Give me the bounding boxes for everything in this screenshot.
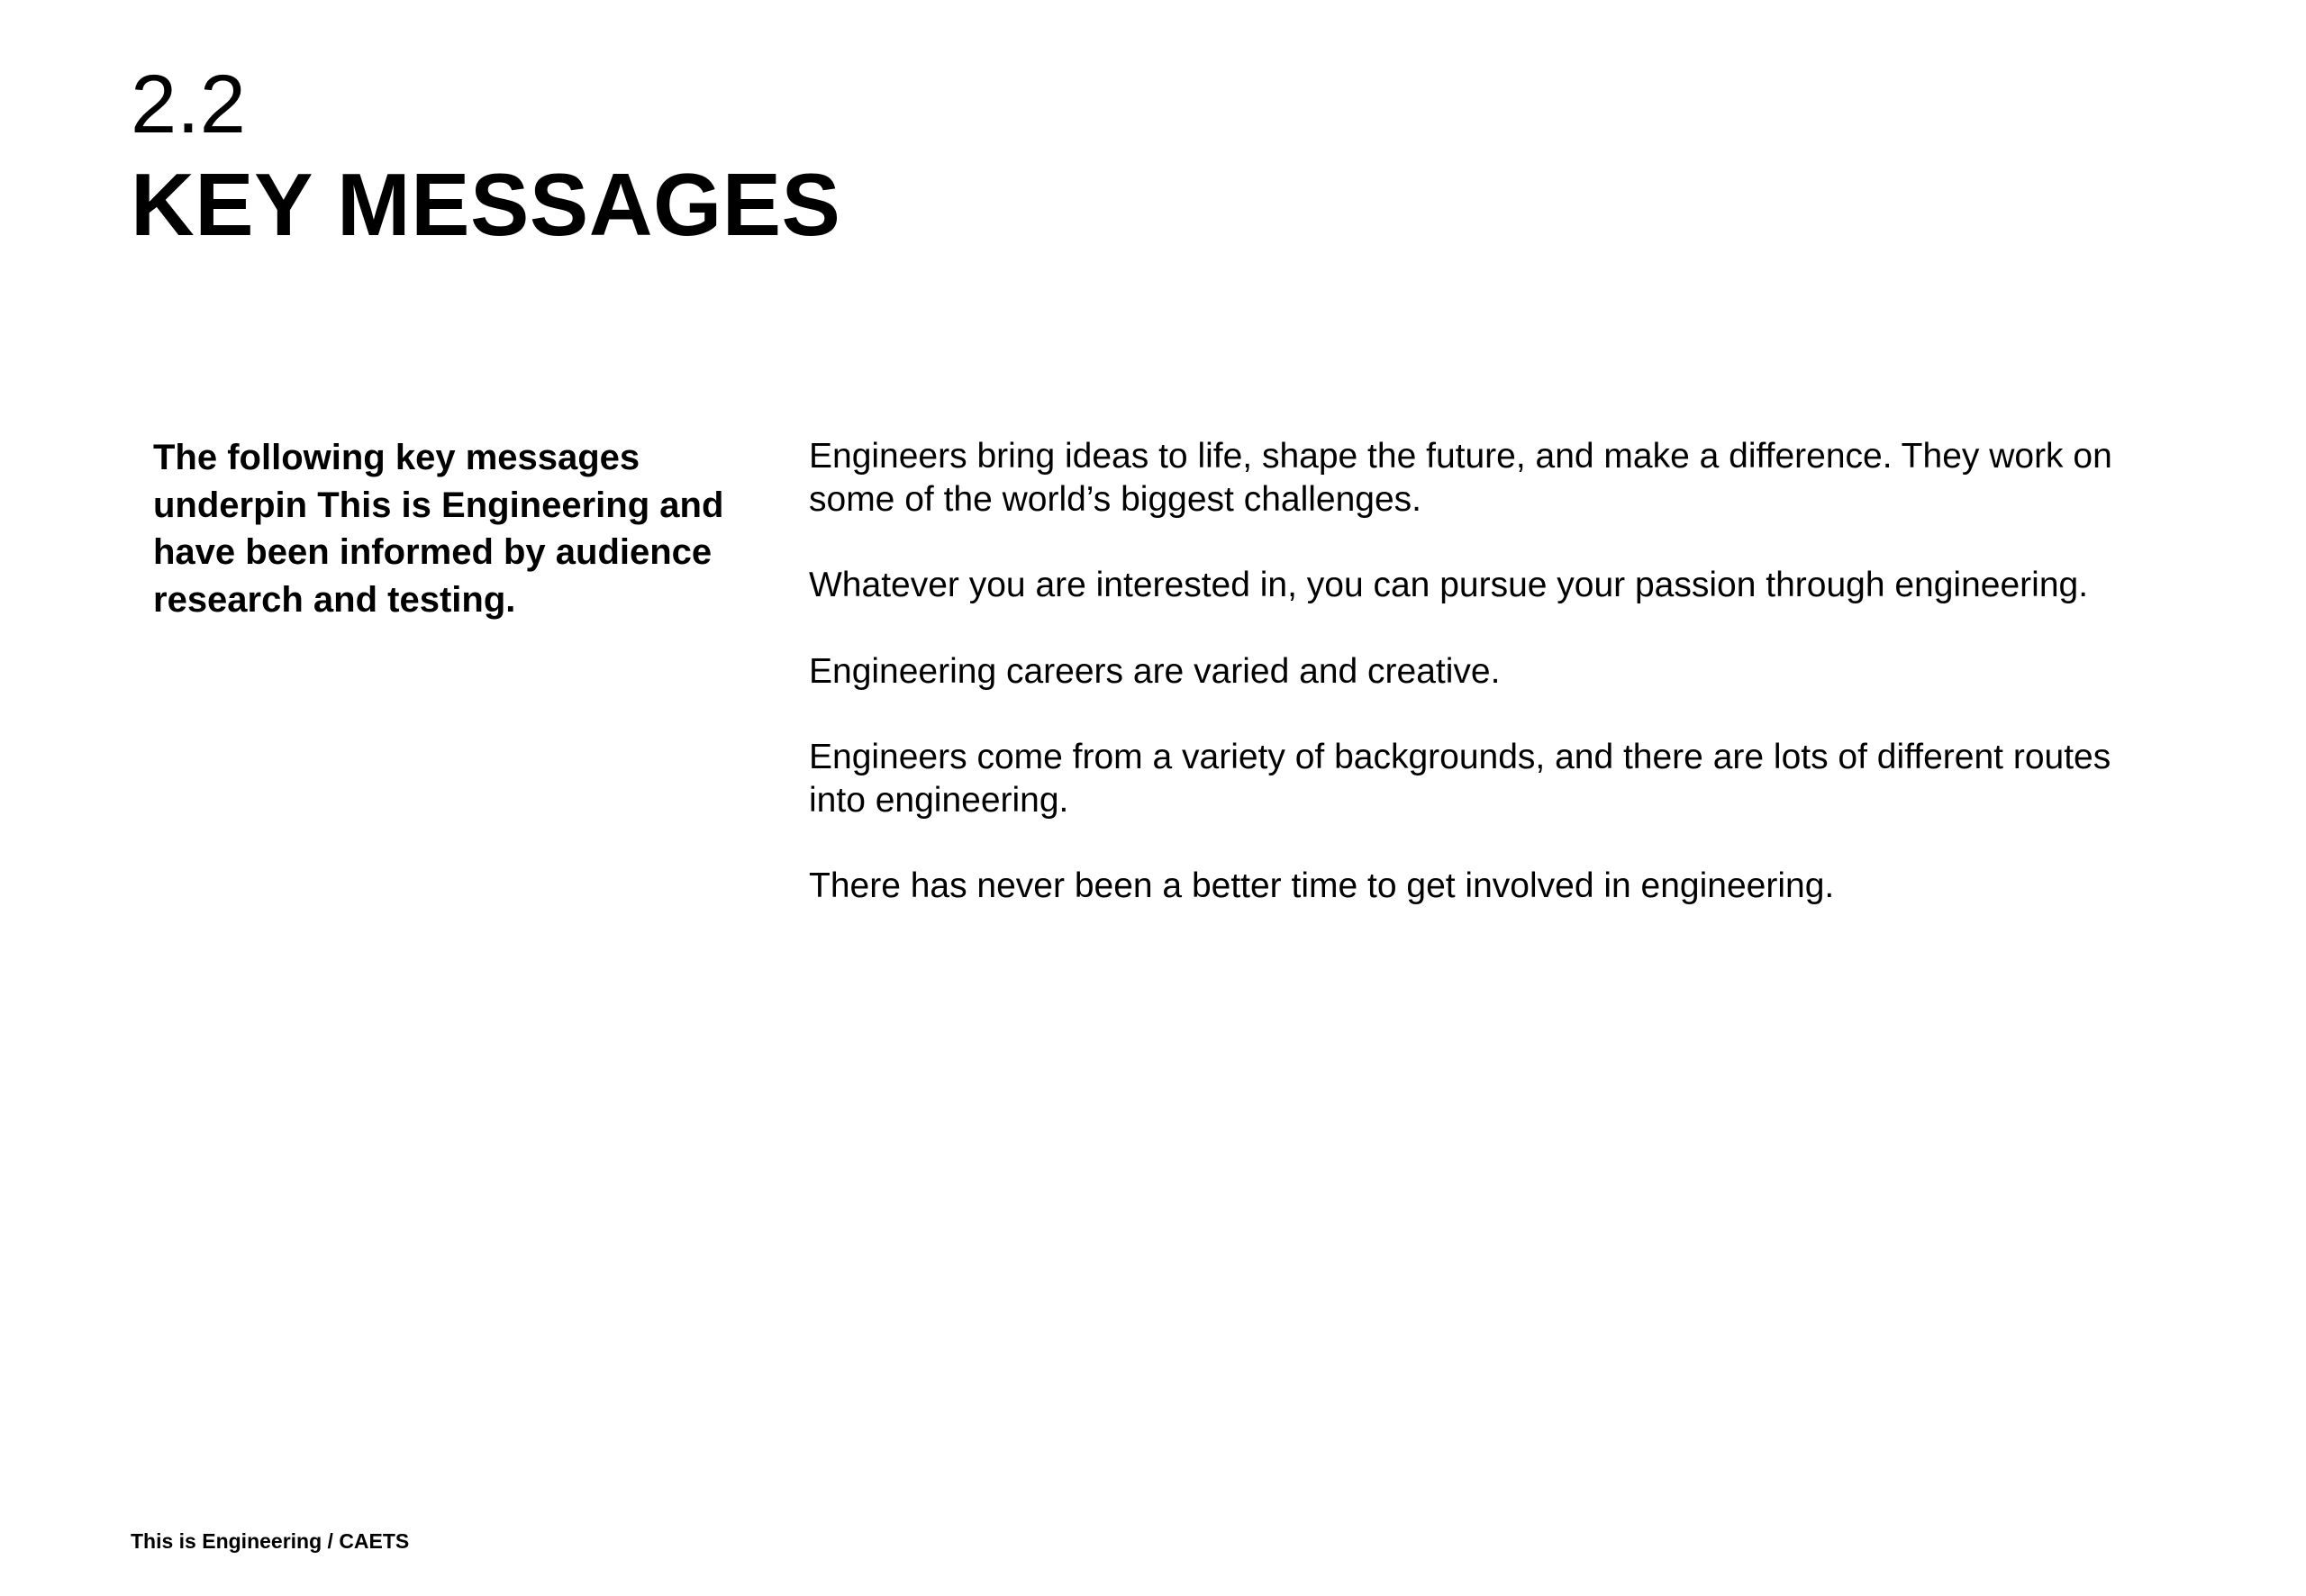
- key-message-item: Engineers come from a variety of backgrounds, and there are lots of different routes into engineering.: [809, 738, 2111, 820]
- intro-text: The following key messages underpin This is Engineering and have been informed by audience research and testing.: [153, 438, 724, 620]
- section-number: 2.2: [131, 59, 246, 150]
- key-message-item: There has never been a better time to get involved in engineering.: [809, 866, 1835, 905]
- key-message-item: Engineers bring ideas to life, shape the future, and make a difference. They work on some of the world’s biggest challenges.: [809, 437, 2112, 519]
- footer-text: This is Engineering / CAETS: [131, 1529, 410, 1553]
- key-message-item: Whatever you are interested in, you can pursue your passion through engineering.: [809, 566, 2089, 604]
- page-title: KEY MESSAGES: [131, 155, 841, 254]
- key-message-item: Engineering careers are varied and creative.: [809, 651, 1501, 691]
- key-messages-list: [809, 435, 2160, 951]
